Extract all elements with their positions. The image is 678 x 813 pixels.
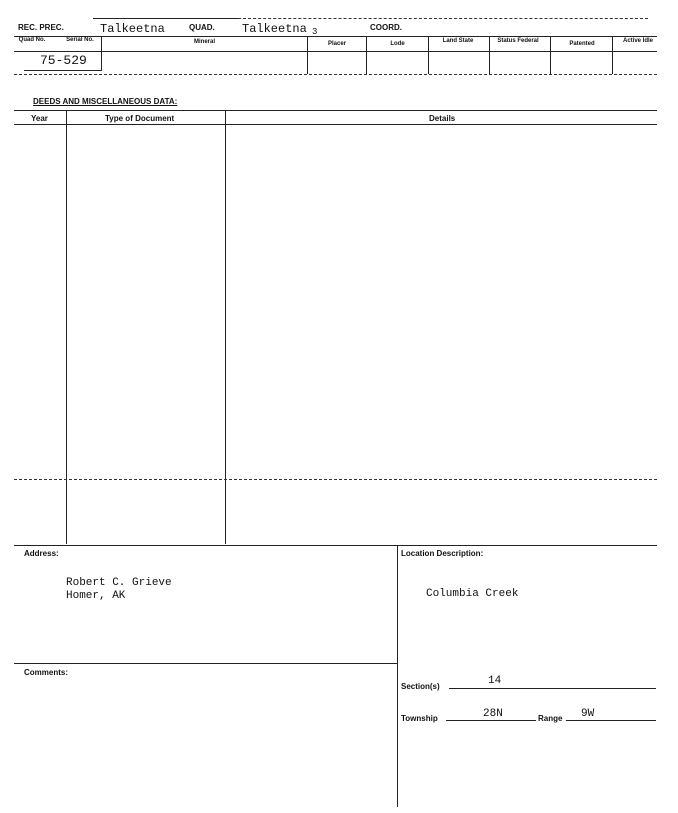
col-details: Details [429,114,456,123]
col-placer: Placer [327,41,346,47]
col-land-status-state: Land State [442,38,474,44]
header-top-rule [93,18,238,19]
quad-serial-value: 75-529 [40,53,87,68]
comments-label: Comments: [24,668,69,677]
township-label: Township [401,714,438,723]
divider-land-state [428,37,429,74]
coord-label: COORD. [370,23,402,32]
range-label: Range [538,714,563,723]
section-value: 14 [488,675,502,687]
section-underline [449,688,656,689]
deeds-dashed-rule [14,479,657,480]
divider-lode [366,37,367,74]
deeds-bottom-rule [14,545,657,546]
section-label: Section(s) [401,682,440,691]
col-type-of-document: Type of Document [105,114,175,123]
rec-prec-label: REC. PREC. [18,23,64,32]
divider-active-idle [612,37,613,74]
divider-patented [550,37,551,74]
quad-label: QUAD. [189,23,215,32]
address-line-1: Robert C. Grieve [66,577,172,589]
column-header-rule [14,51,657,52]
divider-placer [307,37,308,74]
township-underline [446,720,536,721]
col-status-federal: Status Federal [497,38,539,44]
range-value: 9W [581,708,595,720]
quad-mark: 3 [312,27,318,37]
address-line-2: Homer, AK [66,590,126,602]
bottom-column-divider [397,545,398,807]
header-top-dashed-rule [238,18,648,19]
range-underline [566,720,656,721]
deeds-section-title: DEEDS AND MISCELLANEOUS DATA: [33,97,178,106]
deeds-top-rule [14,110,657,111]
col-lode: Lode [390,41,405,47]
divider-mineral [101,37,102,70]
quad-value: Talkeetna [242,22,307,36]
township-value: 28N [483,708,503,720]
address-bottom-rule [14,663,397,664]
rec-prec-value: Talkeetna [100,22,165,36]
address-label: Address: [24,549,59,558]
divider-federal [489,37,490,74]
record-dashed-rule [14,74,657,75]
col-mineral: Mineral [193,39,215,45]
deeds-header-rule [14,124,657,125]
location-description-label: Location Description: [401,549,484,558]
col-quad-no: Quad No. [18,37,46,43]
col-active-idle: Active Idle [622,38,653,44]
header-rule [14,36,657,37]
col-serial-no: Serial No. [66,37,94,43]
location-description-value: Columbia Creek [426,588,519,600]
col-year: Year [31,114,48,123]
serial-underline [24,70,102,71]
col-patented: Patented [569,41,595,47]
